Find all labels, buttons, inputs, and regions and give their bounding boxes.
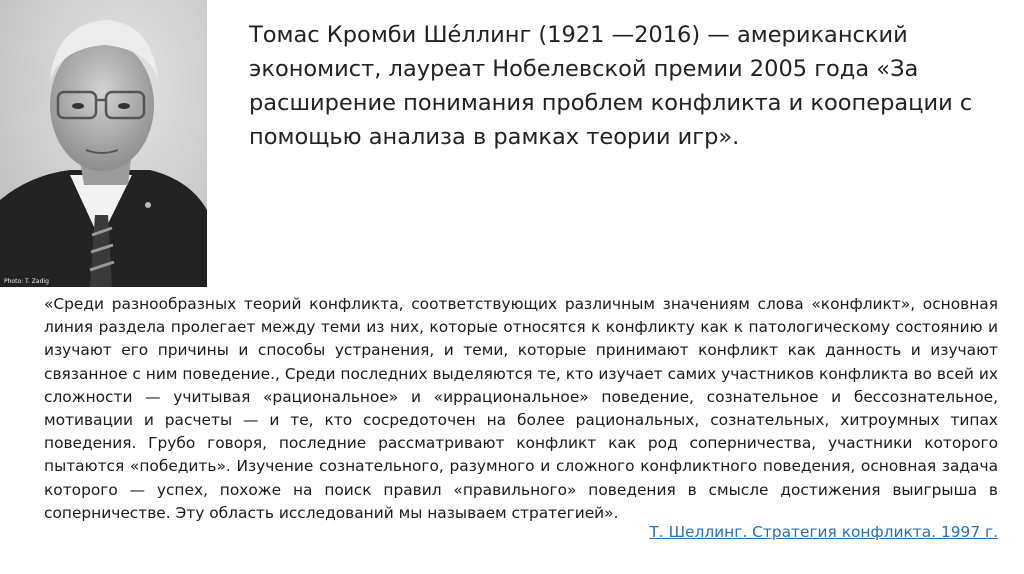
photo-credit: Photo: T. Zadig bbox=[4, 278, 49, 285]
portrait-photo bbox=[0, 0, 207, 287]
biography-text: Томас Кромби Ше́ллинг (1921 —2016) — американский экономист, лауреат Нобелевской премии 2005 года «За расширение понимания проблем конфликта и кооперации с помощью анализа в рамках теории игр». bbox=[249, 22, 973, 150]
portrait-image bbox=[0, 0, 207, 287]
source-link[interactable]: Т. Шеллинг. Стратегия конфликта. 1997 г. bbox=[649, 523, 998, 541]
quote-paragraph: «Среди разнообразных теорий конфликта, соответствующих различным значениям слова «конфликт», основная линия раздела пролегает между теми из них, которые относятся к конфликту как к патологическому состоянию и изучают его причины и способы устранения, и теми, которые принимают конфликт как данность и изучают связанное с ним поведение., Среди последних выделяются те, кто изучает самих участников конфликта во всей их сложности — учитывая «рациональное» и «иррациональное» поведение, сознательное и бессознательное, мотивации и расчеты — и те, кто сосредоточен на более рациональных, сознательных, хитроумных типах поведения. Грубо говоря, последние рассматривают конфликт как род соперничества, участники которого пытаются «победить». Изучение сознательного, разумного и сложного конфликтного поведения, основная задача которого — успех, похоже на поиск правил «правильного» поведения в смысле достижения выигрыша в соперничестве. Эту область исследований мы называем стратегией». bbox=[44, 295, 998, 522]
